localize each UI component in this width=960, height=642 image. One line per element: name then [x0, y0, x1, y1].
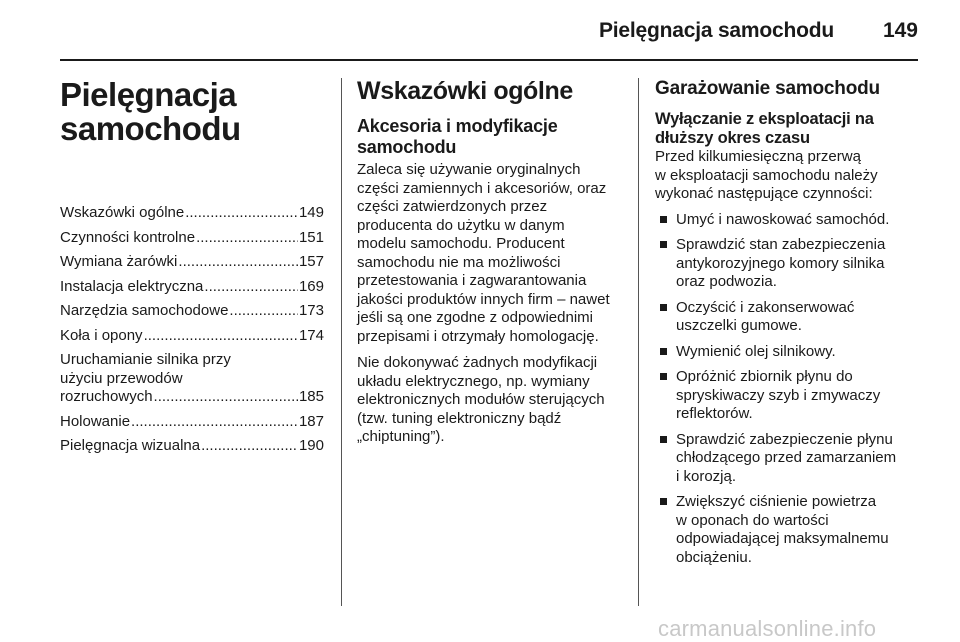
toc-entry[interactable]: Pielęgnacja wizualna ..... 190 — [60, 437, 324, 456]
header-rule — [60, 59, 918, 61]
toc-entry[interactable]: Instalacja elektryczna ..... 169 — [60, 278, 324, 297]
section-title: Wskazówki ogólne — [357, 77, 573, 105]
list-item: Umyć i nawoskować samochód. — [655, 211, 917, 230]
toc-entry[interactable]: Uruchamianie silnika przy użyciu przewodów rozruchowych ..... 185 — [60, 351, 324, 407]
list-item: Opróżnić zbiornik płynu do spryskiwaczy szyb i zmywaczy reflektorów. — [655, 368, 917, 424]
running-header-title: Pielęgnacja samochodu — [598, 19, 834, 42]
column-divider — [341, 78, 342, 606]
list-item: Sprawdzić zabezpieczenie płynu chłodzącego przed zamarzaniem i korozją. — [655, 431, 917, 487]
paragraph: Przed kilkumiesięczną przerwą w eksploatacji samochodu należy wykonać następujące czynności: — [655, 148, 878, 202]
toc-entry[interactable]: Koła i opony ..... 174 — [60, 327, 324, 346]
section-title: Garażowanie samochodu — [655, 78, 880, 99]
page-number: 149 — [882, 19, 918, 42]
toc-entry[interactable]: Wymiana żarówki ..... 157 — [60, 253, 324, 272]
subsection-title: Wyłączanie z eksploatacji na dłuższy okres czasu — [655, 110, 874, 147]
garaging-column — [655, 78, 917, 574]
chapter-column — [60, 78, 324, 462]
toc-entry[interactable]: Holowanie ..... 187 — [60, 413, 324, 432]
watermark: carmanualsonline.info — [658, 616, 877, 641]
chapter-title: Pielęgnacja samochodu — [60, 76, 241, 147]
subsection-title: Akcesoria i modyfikacje samochodu — [357, 116, 558, 157]
list-item: Sprawdzić stan zabezpieczenia antykorozyjnego komory silnika oraz podwozia. — [655, 236, 917, 292]
checklist — [655, 211, 917, 568]
toc-entry[interactable]: Narzędzia samochodowe ..... 173 — [60, 302, 324, 321]
table-of-contents — [60, 204, 324, 456]
column-divider — [638, 78, 639, 606]
list-item: Oczyścić i zakonserwować uszczelki gumowe. — [655, 299, 917, 336]
toc-entry[interactable]: Wskazówki ogólne ..... 149 — [60, 204, 324, 223]
list-item: Wymienić olej silnikowy. — [655, 343, 917, 362]
toc-entry[interactable]: Czynności kontrolne ..... 151 — [60, 229, 324, 248]
paragraph: Zaleca się używanie oryginalnych części zamiennych i akcesoriów, oraz części zatwierdzonych przez producenta do użytku w danym modelu samochodu. Producent samochodu nie ma możliwości przetestowania i zagwarantowania jakości produktów innych firm – nawet jeśli są one zgodne z odpowiednimi przepisami i otrzymały homologację. — [357, 161, 610, 345]
general-tips-column — [357, 78, 624, 455]
paragraph: Nie dokonywać żadnych modyfikacji układu elektrycznego, np. wymiany elektronicznych modułów sterujących (tzw. tuning elektroniczny bądź „chiptuning”). — [357, 354, 605, 445]
page-header — [0, 0, 960, 60]
list-item: Zwiększyć ciśnienie powietrza w oponach do wartości odpowiadającej maksymalnemu obciążeniu. — [655, 493, 917, 567]
